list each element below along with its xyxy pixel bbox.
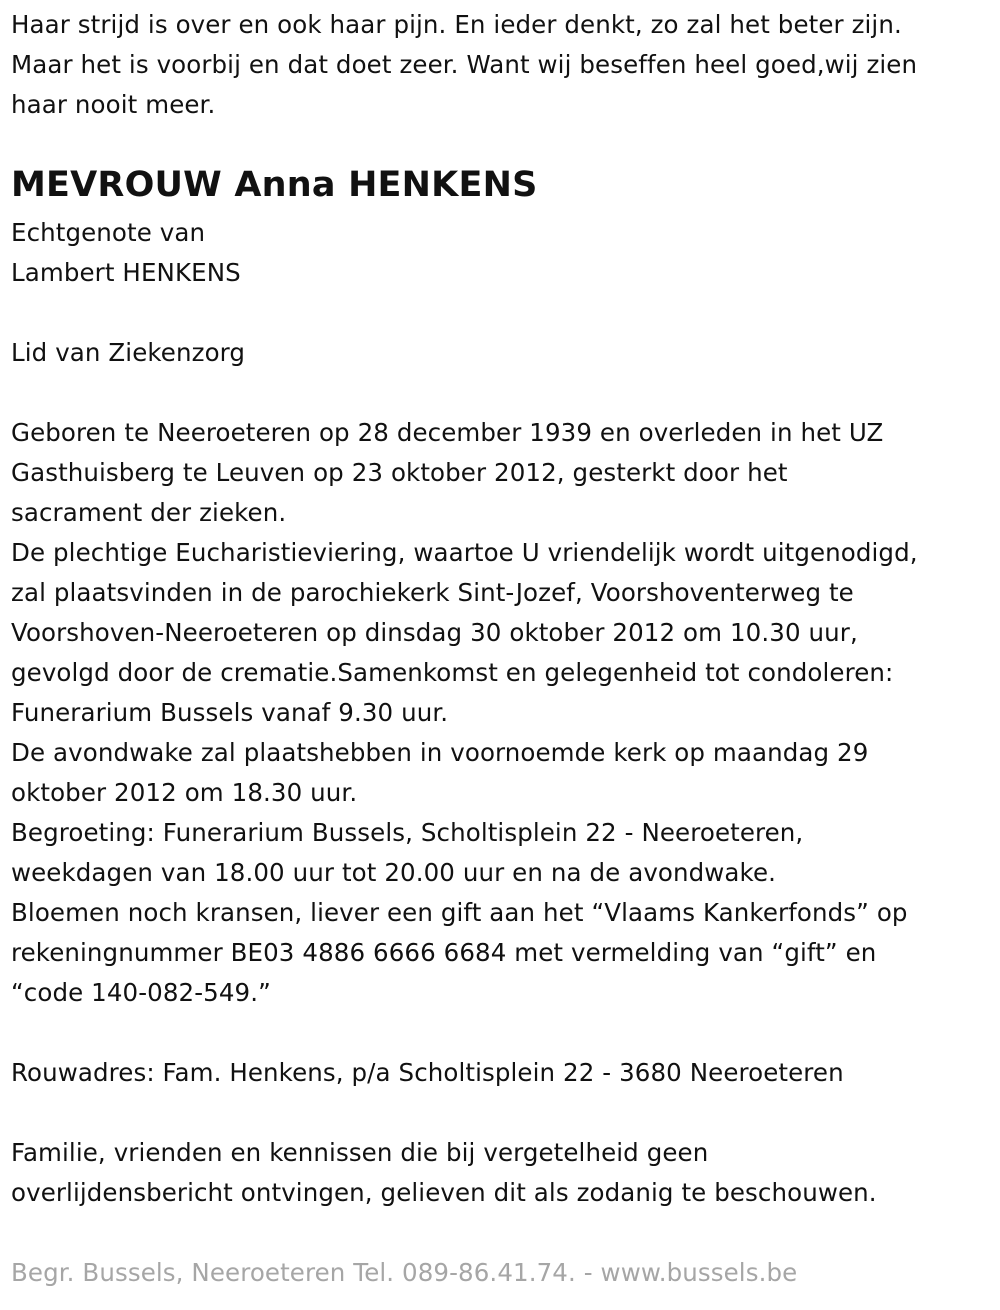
body-line: Bloemen noch kransen, liever een gift aan het “Vlaams Kankerfonds” op bbox=[11, 898, 908, 927]
membership: Lid van Ziekenzorg bbox=[11, 338, 246, 367]
body-line: Gasthuisberg te Leuven op 23 oktober 2012, gesterkt door het bbox=[11, 458, 788, 487]
body-line: rekeningnummer BE03 4886 6666 6684 met vermelding van “gift” en bbox=[11, 938, 877, 967]
body-line: Begroeting: Funerarium Bussels, Scholtisplein 22 - Neeroeteren, bbox=[11, 818, 804, 847]
spouse-name: Lambert HENKENS bbox=[11, 258, 241, 287]
spouse-label: Echtgenote van bbox=[11, 218, 206, 247]
body-line: gevolgd door de crematie.Samenkomst en gelegenheid tot condoleren: bbox=[11, 658, 894, 687]
body-line: De avondwake zal plaatshebben in voornoemde kerk op maandag 29 bbox=[11, 738, 869, 767]
body-line: oktober 2012 om 18.30 uur. bbox=[11, 778, 358, 807]
notice-line: Familie, vrienden en kennissen die bij vergetelheid geen bbox=[11, 1138, 709, 1167]
body-line: Geboren te Neeroeteren op 28 december 1939 en overleden in het UZ bbox=[11, 418, 884, 447]
funeral-home-footer: Begr. Bussels, Neeroeteren Tel. 089-86.41.74. - www.bussels.be bbox=[11, 1258, 798, 1287]
body-line: Funerarium Bussels vanaf 9.30 uur. bbox=[11, 698, 449, 727]
body-line: De plechtige Eucharistieviering, waartoe U vriendelijk wordt uitgenodigd, bbox=[11, 538, 918, 567]
mourning-address: Rouwadres: Fam. Henkens, p/a Scholtisplein 22 - 3680 Neeroeteren bbox=[11, 1058, 844, 1087]
poem-line: Maar het is voorbij en dat doet zeer. Want wij beseffen heel goed,wij zien bbox=[11, 50, 918, 79]
body-line: zal plaatsvinden in de parochiekerk Sint-Jozef, Voorshoventerweg te bbox=[11, 578, 854, 607]
poem-line: Haar strijd is over en ook haar pijn. En ieder denkt, zo zal het beter zijn. bbox=[11, 10, 902, 39]
body-line: sacrament der zieken. bbox=[11, 498, 287, 527]
notice-line: overlijdensbericht ontvingen, gelieven dit als zodanig te beschouwen. bbox=[11, 1178, 877, 1207]
body-line: weekdagen van 18.00 uur tot 20.00 uur en na de avondwake. bbox=[11, 858, 777, 887]
poem-line: haar nooit meer. bbox=[11, 90, 216, 119]
body-line: Voorshoven-Neeroeteren op dinsdag 30 oktober 2012 om 10.30 uur, bbox=[11, 618, 858, 647]
body-line: “code 140-082-549.” bbox=[11, 978, 271, 1007]
deceased-name-title: MEVROUW Anna HENKENS bbox=[11, 165, 538, 205]
